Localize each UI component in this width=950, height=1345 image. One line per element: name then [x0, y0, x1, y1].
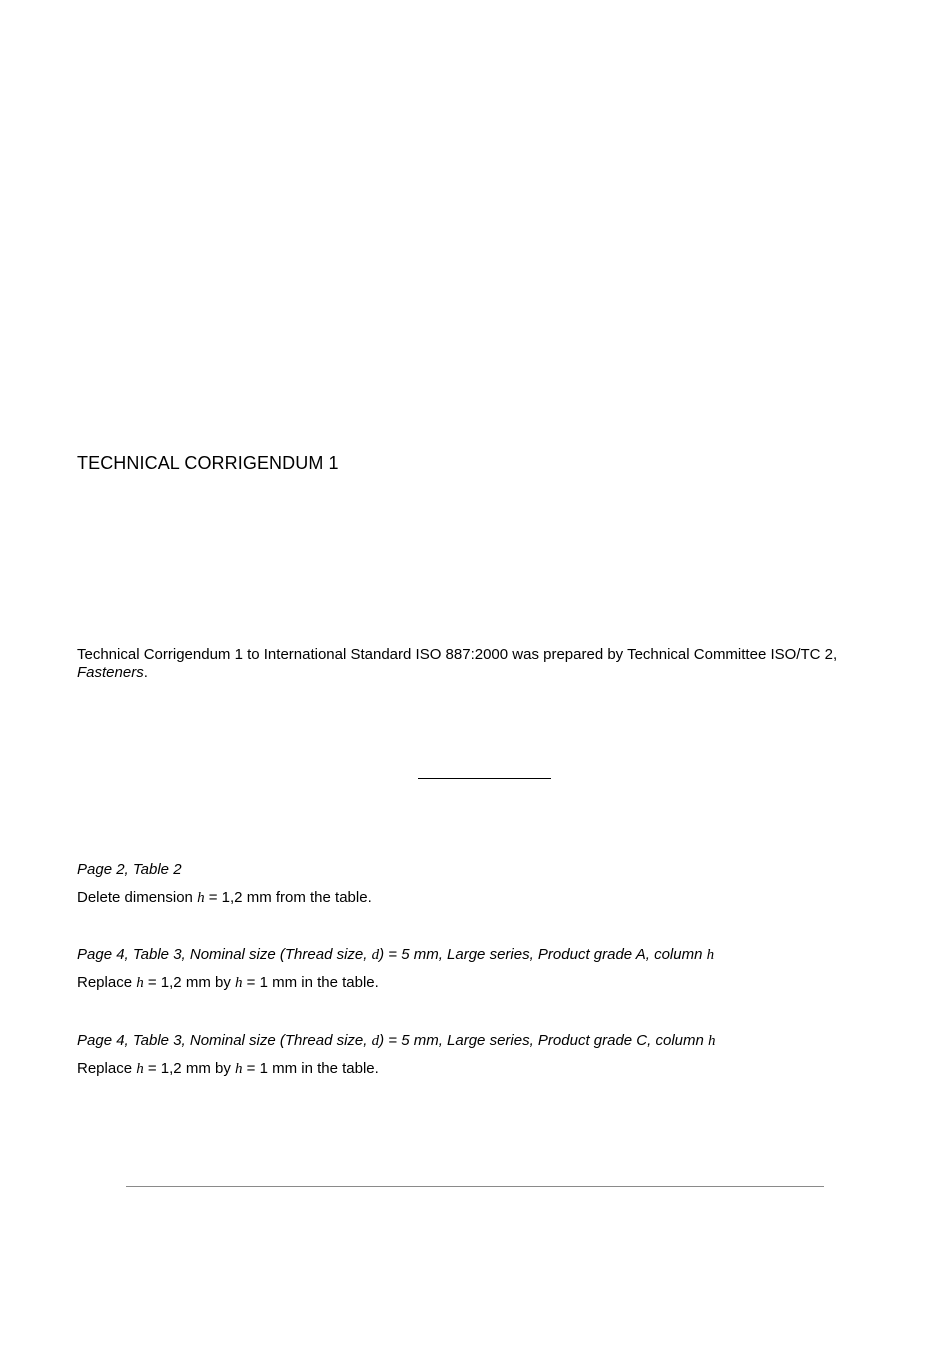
instruction-text: = 1,2 mm by	[143, 974, 235, 991]
instruction-text: = 1,2 mm by	[143, 1060, 235, 1077]
correction-item-3	[77, 1032, 907, 1078]
instruction-text: = 1,2 mm from the table.	[204, 889, 372, 906]
symbol-h: h	[708, 1033, 716, 1049]
preparation-note-end: .	[143, 664, 148, 681]
correction-location	[77, 1032, 907, 1050]
correction-location: Page 2, Table 2	[77, 861, 182, 878]
correction-instruction	[77, 889, 907, 907]
correction-location	[77, 946, 907, 964]
location-text: Page 4, Table 3, Nominal size (Thread size,	[77, 946, 372, 963]
committee-title: Fasteners	[77, 664, 144, 681]
symbol-h: h	[706, 947, 715, 963]
instruction-text: Replace	[77, 974, 137, 991]
document-title: TECHNICAL CORRIGENDUM 1	[77, 453, 339, 473]
preparation-note-text: Technical Corrigendum 1 to International Standard ISO 887:2000 was prepared by Technical Committee ISO/TC 2,	[77, 646, 838, 663]
symbol-h: h	[136, 1061, 144, 1077]
instruction-text: Replace	[77, 1060, 137, 1077]
footer-rule	[126, 1186, 824, 1187]
location-text: ) = 5 mm, Large series, Product grade A, column	[379, 946, 707, 963]
section-separator	[418, 778, 551, 779]
symbol-h: h	[235, 975, 243, 991]
symbol-d: d	[371, 1033, 380, 1049]
symbol-h: h	[235, 1061, 243, 1077]
location-text: Page 4, Table 3, Nominal size (Thread size,	[77, 1032, 372, 1049]
instruction-text: Delete dimension	[77, 889, 198, 906]
correction-item-1	[77, 861, 907, 907]
correction-instruction	[77, 974, 907, 992]
correction-instruction	[77, 1060, 907, 1078]
preparation-note-line2	[77, 664, 907, 682]
instruction-text: = 1 mm in the table.	[242, 1060, 379, 1077]
correction-item-2	[77, 946, 907, 992]
symbol-h: h	[136, 975, 144, 991]
symbol-d: d	[371, 947, 380, 963]
preparation-note	[77, 646, 907, 682]
instruction-text: = 1 mm in the table.	[242, 974, 379, 991]
symbol-h: h	[197, 890, 205, 906]
location-text: ) = 5 mm, Large series, Product grade C, column	[379, 1032, 708, 1049]
